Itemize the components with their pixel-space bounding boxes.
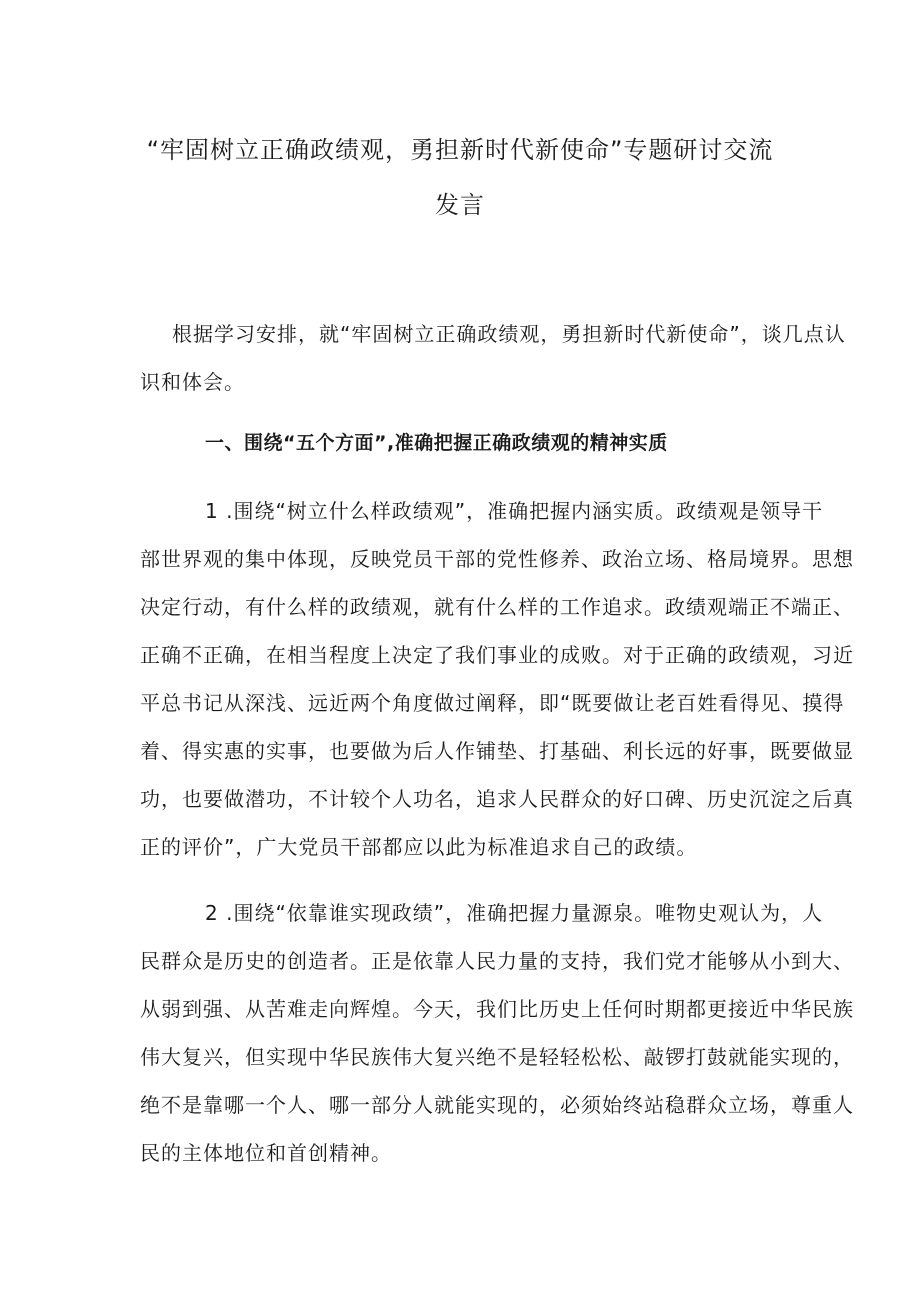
paragraph-line: 平总书记从深浅、远近两个角度做过阐释，即“既要做让老百姓看得见、摸得	[140, 691, 845, 715]
paragraph-line: 1 .围绕“树立什么样政绩观”，准确把握内涵实质。政绩观是领导干	[205, 499, 824, 523]
paragraph-line: 决定行动，有什么样的政绩观，就有什么样的工作追求。政绩观端正不端正、	[140, 595, 854, 619]
document-title-line-2: 发言	[435, 191, 485, 219]
document-title-line-1: “牢固树立正确政绩观，勇担新时代新使命”专题研讨交流	[146, 136, 774, 164]
paragraph-line: 正的评价”，广大党员干部都应以此为标准追求自己的政绩。	[140, 835, 698, 859]
section-heading: 一、围绕“五个方面”,准确把握正确政绩观的精神实质	[205, 432, 668, 454]
intro-line: 识和体会。	[140, 370, 245, 394]
paragraph-line: 功，也要做潜功，不计较个人功名，追求人民群众的好口碑、历史沉淀之后真	[140, 787, 854, 811]
paragraph-line: 民群众是历史的创造者。正是依靠人民力量的支持，我们党才能够从小到大、	[140, 949, 854, 973]
intro-line: 根据学习安排，就“牢固树立正确政绩观，勇担新时代新使命”，谈几点认	[172, 322, 846, 346]
paragraph-line: 2 .围绕“依靠谁实现政绩”，准确把握力量源泉。唯物史观认为，人	[205, 901, 824, 925]
paragraph-line: 绝不是靠哪一个人、哪一部分人就能实现的，必须始终站稳群众立场，尊重人	[140, 1093, 854, 1117]
paragraph-line: 从弱到强、从苦难走向辉煌。今天，我们比历史上任何时期都更接近中华民族	[140, 997, 854, 1021]
paragraph-line: 部世界观的集中体现，反映党员干部的党性修养、政治立场、格局境界。思想	[140, 547, 854, 571]
paragraph-line: 着、得实惠的实事，也要做为后人作铺垫、打基础、利长远的好事，既要做显	[140, 739, 854, 763]
paragraph-line: 伟大复兴，但实现中华民族伟大复兴绝不是轻轻松松、敲锣打鼓就能实现的，	[140, 1045, 854, 1069]
paragraph-line: 正确不正确，在相当程度上决定了我们事业的成败。对于正确的政绩观，习近	[140, 643, 854, 667]
paragraph-line: 民的主体地位和首创精神。	[140, 1141, 392, 1165]
